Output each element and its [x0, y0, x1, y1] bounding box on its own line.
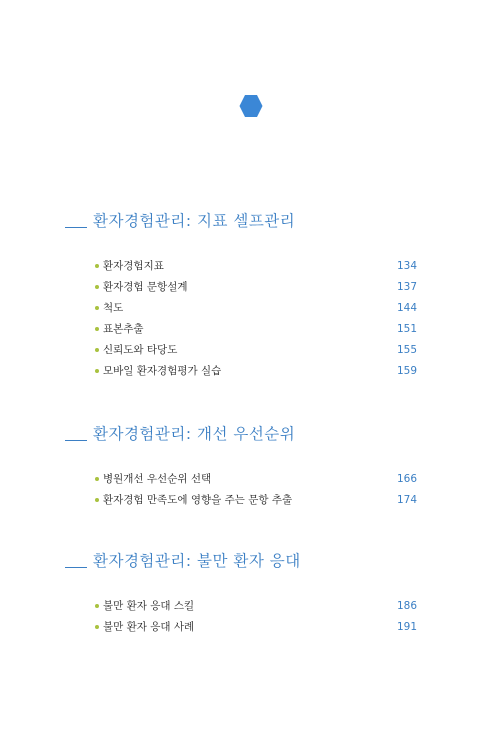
toc-item-page: 144 [396, 301, 417, 314]
bullet-icon [95, 285, 99, 289]
toc-list [65, 255, 417, 381]
toc-list [65, 468, 417, 510]
hexagon-icon [239, 94, 263, 118]
bullet-icon [95, 327, 99, 331]
section-title-text: 환자경험관리: 불만 환자 응대 [93, 552, 301, 570]
toc-item-label: 신뢰도와 타당도 [103, 344, 178, 356]
section-title-text: 환자경험관리: 지표 셀프관리 [93, 212, 296, 230]
toc-item-label: 척도 [103, 302, 124, 314]
section-title [65, 209, 417, 231]
bullet-icon [95, 604, 99, 608]
toc-item[interactable] [95, 297, 417, 318]
bullet-icon [95, 625, 99, 629]
toc-item[interactable] [95, 360, 417, 381]
title-rule [65, 227, 87, 228]
toc-item-page: 191 [396, 620, 417, 633]
toc-item-label: 불만 환자 응대 스킬 [103, 600, 195, 612]
toc-item[interactable] [95, 318, 417, 339]
toc-item-page: 174 [396, 493, 417, 506]
section-title [65, 422, 417, 444]
bullet-icon [95, 264, 99, 268]
toc-item-page: 159 [396, 364, 417, 377]
toc-item-page: 151 [396, 322, 417, 335]
bullet-icon [95, 498, 99, 502]
section-title [65, 549, 417, 571]
bullet-icon [95, 348, 99, 352]
toc-item-page: 134 [396, 259, 417, 272]
toc-item[interactable] [95, 339, 417, 360]
toc-item-page: 155 [396, 343, 417, 356]
toc-item[interactable] [95, 255, 417, 276]
bullet-icon [95, 306, 99, 310]
toc-item[interactable] [95, 489, 417, 510]
toc-item-label: 병원개선 우선순위 선택 [103, 473, 212, 485]
toc-item-label: 불만 환자 응대 사례 [103, 621, 195, 633]
toc-item-label: 환자경험 문항설계 [103, 281, 188, 293]
bullet-icon [95, 369, 99, 373]
toc-item[interactable] [95, 468, 417, 489]
toc-section-complaints [65, 549, 417, 637]
section-title-text: 환자경험관리: 개선 우선순위 [93, 425, 296, 443]
toc-section-metrics [65, 209, 417, 381]
toc-item-label: 환자경험 만족도에 영향을 주는 문항 추출 [103, 494, 293, 506]
toc-item-page: 186 [396, 599, 417, 612]
toc-section-priority [65, 422, 417, 510]
toc-item-page: 166 [396, 472, 417, 485]
toc-list [65, 595, 417, 637]
toc-item-label: 모바일 환자경험평가 실습 [103, 365, 222, 377]
title-rule [65, 440, 87, 441]
title-rule [65, 567, 87, 568]
bullet-icon [95, 477, 99, 481]
toc-item-page: 137 [396, 280, 417, 293]
toc-item[interactable] [95, 276, 417, 297]
toc-item-label: 환자경험지표 [103, 260, 164, 272]
toc-item[interactable] [95, 595, 417, 616]
toc-item-label: 표본추출 [103, 323, 144, 335]
toc-item[interactable] [95, 616, 417, 637]
